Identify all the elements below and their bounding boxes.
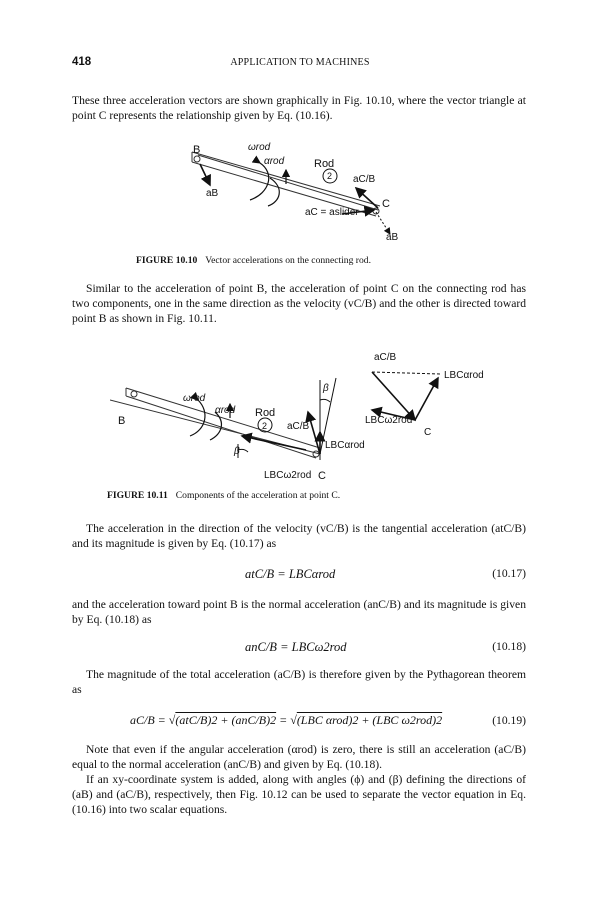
- eq17-lhs: atC/B: [245, 567, 275, 581]
- paragraph-4: and the acceleration toward point B is the normal acceleration (anC/B) and its magnitude is given by Eq. (10.18) as: [72, 598, 526, 626]
- caption-text: Vector accelerations on the connecting rod.: [205, 255, 371, 266]
- caption-number: FIGURE 10.10: [136, 255, 198, 266]
- paragraph-5: The magnitude of the total acceleration (aC/B) is therefore given by the Pythagorean theorem as: [72, 668, 526, 696]
- page-number: 418: [72, 56, 92, 68]
- running-title: APPLICATION TO MACHINES: [230, 57, 370, 68]
- equation-10-18: [245, 640, 347, 655]
- fig2-beta-1: β: [323, 383, 329, 394]
- fig2-label-2: 2: [262, 421, 268, 431]
- fig2-tri-aCB: aC/B: [374, 352, 397, 363]
- fig2-label-B: B: [118, 415, 126, 427]
- fig2-beta-2: β: [234, 446, 240, 457]
- fig1-label-omega: ωrod: [248, 142, 271, 153]
- fig2-label-C: C: [318, 470, 326, 482]
- paragraph-7: If an xy-coordinate system is added, along with angles (ϕ) and (β) defining the directions of (aB) and (aC/B), respectively, then Fig. 10.12 can be used to separate the vector equation in Eq. (10.16) into two scalar equations.: [72, 773, 526, 816]
- fig1-label-C: C: [382, 198, 390, 210]
- fig2-tri-C: C: [424, 427, 432, 438]
- eq18-rhs: = LBCω2rod: [280, 640, 347, 654]
- paragraph-1: These three acceleration vectors are shown graphically in Fig. 10.10, where the vector triangle at point C represents the relationship given by Eq. (10.16).: [72, 94, 526, 122]
- caption-text-2: Components of the acceleration at point C.: [175, 490, 341, 501]
- fig2-label-alpha: αrod: [215, 405, 236, 416]
- paragraph-2: Similar to the acceleration of point B, the acceleration of point C on the connecting rod has two components, one in the same direction as the velocity (vC/B) and the other is directed toward point B as shown in Fig. 10.11.: [72, 282, 526, 325]
- fig2-tri-LBComega2: LBCω2rod: [365, 415, 413, 426]
- fig2-label-LBCalpha: LBCαrod: [325, 440, 365, 451]
- fig2-label-LBComega2: LBCω2rod: [264, 470, 312, 481]
- fig2-tri-LBCalpha: LBCαrod: [444, 370, 484, 381]
- eq19-lhs: aC/B: [130, 713, 155, 727]
- fig2-label-rod: Rod: [255, 407, 276, 419]
- fig2-label-aCB: aC/B: [287, 421, 310, 432]
- aCB-arrow: [356, 188, 378, 208]
- fig1-label-aB-right: aB: [386, 232, 399, 243]
- fig1-label-aCB: aC/B: [353, 174, 376, 185]
- figure-10-10-caption: [136, 255, 371, 266]
- alpha-arc: [268, 178, 279, 206]
- aB-arrow-right: [376, 212, 390, 234]
- fig2-label-omega: ωrod: [183, 393, 206, 404]
- eq17-rhs: = LBCαrod: [277, 567, 336, 581]
- caption-number-2: FIGURE 10.11: [107, 490, 168, 501]
- figure-10-11: [110, 350, 470, 485]
- eq19-rhs: (LBC αrod)2 + (LBC ω2rod)2: [296, 713, 443, 727]
- equation-10-17: [245, 567, 335, 582]
- equation-10-19: aC/B = √(atC/B)2 + (anC/B)2 = √(LBC αrod)2 + (LBC ω2rod)2: [130, 713, 443, 727]
- paragraph-6: Note that even if the angular acceleration (αrod) is zero, there is still an acceleration (aC/B) equal to the normal acceleration (anC/B) and given by Eq. (10.18).: [72, 743, 526, 771]
- fig1-label-alpha: αrod: [264, 156, 285, 167]
- eq19-mid: (atC/B)2 + (anC/B)2: [175, 713, 277, 727]
- fig1-label-aB-left: aB: [206, 188, 219, 199]
- fig1-label-B: B: [193, 144, 201, 156]
- eq18-lhs: anC/B: [245, 640, 277, 654]
- fig1-label-rod: Rod: [314, 158, 335, 170]
- equation-number-10-17: (10.17): [492, 567, 526, 580]
- equation-number-10-18: (10.18): [492, 640, 526, 653]
- paragraph-3: The acceleration in the direction of the velocity (vC/B) is the tangential acceleration (atC/B) and its magnitude is given by Eq. (10.17) as: [72, 522, 526, 550]
- equation-number-10-19: (10.19): [492, 714, 526, 727]
- figure-10-11-caption: [107, 490, 340, 501]
- fig1-label-2: 2: [327, 171, 333, 181]
- fig1-label-aC: aC = aslider: [305, 207, 359, 218]
